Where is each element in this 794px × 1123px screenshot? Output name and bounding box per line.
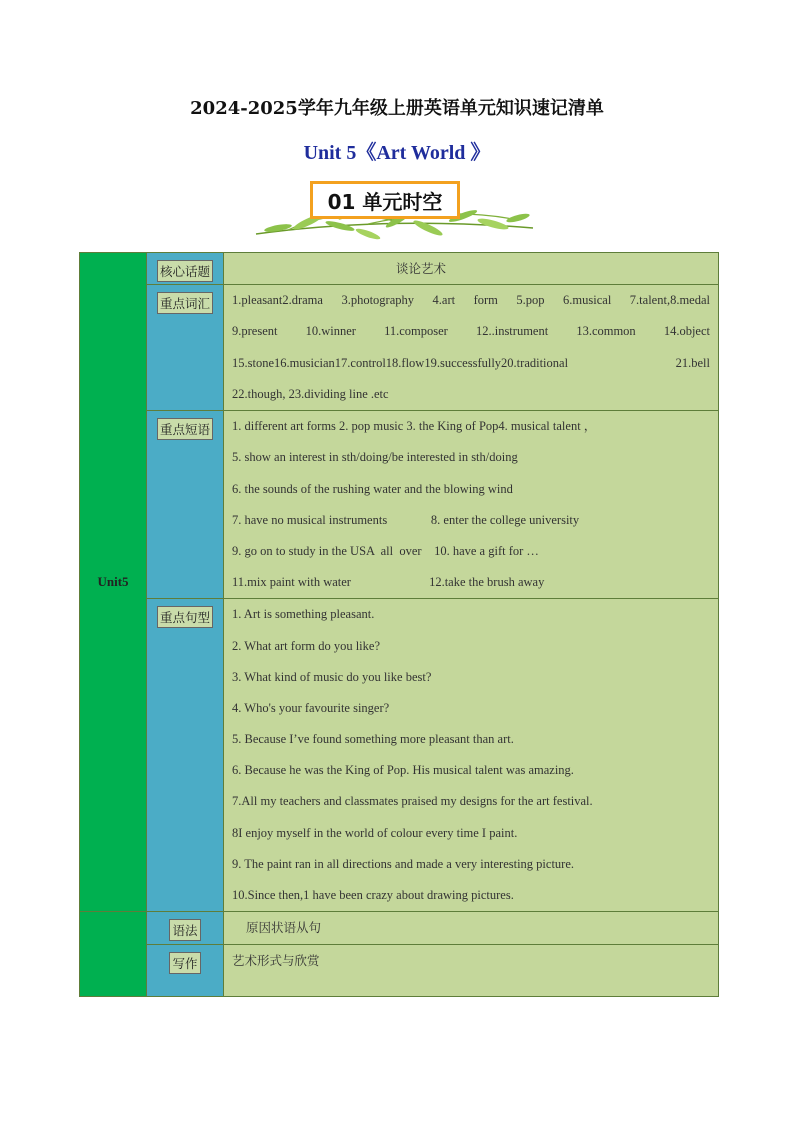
table-row-topic [80,253,719,285]
phrase-line: 5. show an interest in sth/doing/be interested in sth/doing [232,450,518,465]
writing-value: 艺术形式与欣赏 [232,952,320,968]
unit-cell: Unit5 [80,253,147,912]
sentence-line: 5. Because I’ve found something more pleasant than art. [232,732,514,747]
table-row-writing [80,944,719,996]
table-row-vocab [80,285,719,411]
sentences-label: 重点句型 [157,606,213,628]
phrase-line: 7. have no musical instruments 8. enter the college university [232,512,580,527]
vocab-line: 15.stone16.musician17.control18.flow19.successfully20.traditional 21.bell [232,355,710,370]
phrase-line: 6. the sounds of the rushing water and the blowing wind [232,481,513,496]
grammar-label: 语法 [169,919,200,941]
sentence-line: 6. Because he was the King of Pop. His musical talent was amazing. [232,763,574,778]
unit-cell-lower [80,912,147,996]
sentence-line: 3. What kind of music do you like best? [232,669,432,684]
sentence-line: 8I enjoy myself in the world of colour every time I paint. [232,825,518,840]
sentence-line: 9. The paint ran in all directions and made a very interesting picture. [232,856,575,871]
sentence-line: 10.Since then,1 have been crazy about drawing pictures. [232,888,514,902]
vocab-line: 1.pleasant2.drama 3.photography 4.art form 5.pop 6.musical 7.talent,8.medal [232,293,710,308]
topic-label: 核心话题 [157,260,213,282]
knowledge-table [79,252,719,997]
grammar-value: 原因状语从句 [246,920,322,936]
topic-value: 谈论艺术 [396,261,447,276]
table-row-sentences [80,599,719,912]
table-row-phrases [80,411,719,599]
unit-title: Unit 5《Art World 》 [303,142,491,164]
vocab-line: 22.though, 23.dividing line .etc [232,386,389,401]
writing-label: 写作 [169,952,200,974]
page-title: 2024-2025学年九年级上册英语单元知识速记清单 [190,98,604,119]
phrase-line: 11.mix paint with water 12.take the brush away [232,575,545,590]
sentence-line: 2. What art form do you like? [232,638,380,653]
sentence-line: 4. Who's your favourite singer? [232,700,390,715]
vocab-line: 9.present 10.winner 11.composer 12..instrument 13.common 14.object [232,324,710,339]
sentence-line: 1. Art is something pleasant. [232,607,375,622]
table-row-grammar [80,912,719,944]
sentence-line: 7.All my teachers and classmates praised my designs for the art festival. [232,794,593,809]
section-label: 01 单元时空 [310,181,460,219]
section-banner [248,176,538,246]
vocab-label: 重点词汇 [157,292,213,314]
phrase-line: 1. different art forms 2. pop music 3. the King of Pop4. musical talent ， [232,419,597,434]
phrases-label: 重点短语 [157,418,213,440]
phrase-line: 9. go on to study in the USA all over 10. have a gift for … [232,543,539,558]
